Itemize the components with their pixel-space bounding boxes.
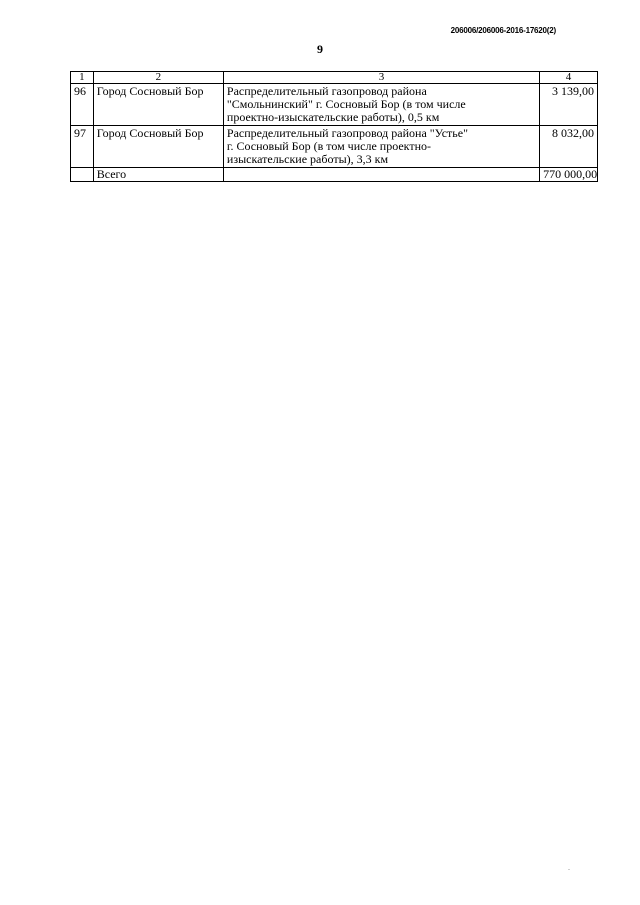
scan-speck (568, 869, 570, 870)
description-line: Распределительный газопровод района "Устье" (226, 126, 469, 140)
row-amount: 3 139,00 (540, 84, 598, 126)
column-header: 3 (223, 72, 539, 84)
row-region: Город Сосновый Бор (93, 84, 223, 126)
description-line: г. Сосновый Бор (в том числе проектно- (226, 139, 432, 153)
column-header: 1 (71, 72, 94, 84)
document-id: 206006/206006-2016-17620(2) (450, 26, 556, 35)
column-header: 4 (540, 72, 598, 84)
row-region: Город Сосновый Бор (93, 126, 223, 168)
description-line: проектно-изыскательские работы), 0,5 км (226, 110, 440, 124)
total-empty-cell (71, 168, 94, 182)
description-line: Распределительный газопровод района (226, 84, 427, 98)
page-number: 9 (317, 42, 323, 56)
row-description (223, 84, 539, 126)
row-amount: 8 032,00 (540, 126, 598, 168)
column-header: 2 (93, 72, 223, 84)
table-header-row (71, 72, 598, 84)
row-number: 96 (71, 84, 94, 126)
description-line: "Смольнинский" г. Сосновый Бор (в том числе (226, 97, 466, 111)
table-row (71, 84, 598, 126)
table-row (71, 126, 598, 168)
budget-table (70, 71, 598, 182)
total-row (71, 168, 598, 182)
total-empty-cell (223, 168, 539, 182)
description-line: изыскательские работы), 3,3 км (226, 152, 389, 166)
total-label: Всего (93, 168, 223, 182)
row-description (223, 126, 539, 168)
row-number: 97 (71, 126, 94, 168)
total-amount: 770 000,00 (540, 168, 598, 182)
